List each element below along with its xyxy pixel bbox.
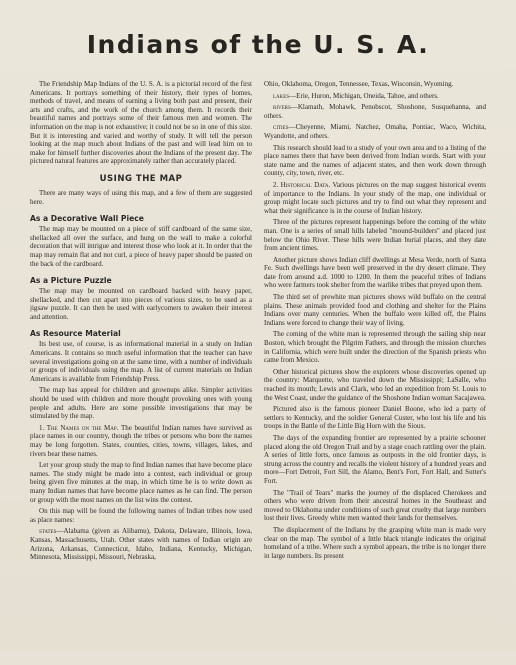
- cities-paragraph: [264, 123, 486, 140]
- buffalo-paragraph: The third set of prewhite man pictures shows wild buffalo on the central plains. These animals provided food and clothing and shelter for the Plains Indians over many centuries. When the buffalo were killed off, the Plains Indians were forced to change their way of living.: [264, 293, 486, 327]
- resource-heading: As Resource Material: [30, 329, 121, 339]
- puzzle-heading: As a Picture Puzzle: [30, 276, 112, 286]
- historical-text: Various pictures on the map suggest historical events of importance to the Indians. In your study of the map, one individual or group might locate such pictures and try to find out what they represent and what their significance is in the course of Indian history.: [264, 180, 486, 215]
- using-paragraph: There are many ways of using this map, and a few of them are suggested here.: [30, 188, 252, 206]
- names-paragraph: [30, 424, 252, 458]
- mound-paragraph: Three of the pictures represent happenings before the coming of the white man. One is a series of small hills labeled "mound-builders" and placed just below the Ohio River. These hills were Indian burial places, and they date from ancient times.: [264, 218, 486, 253]
- names-paragraph-2: Let your group study the map to find Indian names that have become place names. The study might be made into a contest, each individual or group being given five minutes at the map, in which time he is to write down as many Indian names that have become place names as he can find. The person or group with the most names on the list wins the contest.: [30, 461, 252, 504]
- rivers-lead: rivers: [273, 103, 291, 112]
- using-heading: USING THE MAP: [99, 173, 183, 184]
- names-lead: 1. The Names on the Map.: [39, 423, 119, 432]
- intro-paragraph: The Friendship Map Indians of the U. S. A. is a pictorial record of the first Americans. It portrays something of their history, their types of homes, methods of travel, and means of earning a living both past and present, their arts and crafts, and the work of the church among them. It records their beautiful names and portrays some of their famous men and women. The information on the map is not exhaustive; it could not be so in one of this size. But it is interesting and varied and worthy of study. It will tell the person looking at the map much about Indians of the past and will lead him on to make for himself further discoveries about the Indians of the present day. The pictured natural features are approximately rather than accurately placed.: [30, 80, 252, 166]
- lakes-text: —Erie, Huron, Michigan, Oneida, Tahoe, and others.: [289, 91, 439, 100]
- rivers-paragraph: [264, 103, 486, 120]
- rivers-text: —Klamath, Mohawk, Penobscot, Shoshone, Susquehanna, and others.: [264, 103, 486, 120]
- frontier-paragraph: The days of the expanding frontier are represented by a prairie schooner placed along the old Oregon Trail and by a stage coach rattling over the plain. A series of little forts, once famous as outposts in the old frontier days, is strung across the country and recalls the violent history of a hundred years and more—Fort Detroit, Fort Sill, the Alamo, Bent's Fort, Fort Hall, and Sutter's Fort.: [264, 433, 486, 485]
- lakes-lead: lakes: [273, 91, 290, 100]
- lakes-paragraph: [264, 92, 486, 101]
- left-column: [30, 80, 252, 665]
- resource-paragraph: Its best use, of course, is as informational material in a study on Indian Americans. It contains so much useful information that the teacher can have several investigations going on at the same time, with a number of individuals or groups of individuals using the map. A list of current materials on Indian Americans is available from Friendship Press.: [30, 340, 252, 383]
- cities-text: —Cheyenne, Miami, Natchez, Omaha, Pontiac, Waco, Wichita, Wyandotte, and others.: [264, 123, 486, 140]
- displacement-paragraph: The displacement of the Indians by the grasping white man is made very clear on the map. The symbol of a little black triangle indicates the original homeland of a tribe. Where such a symbol appears, the tribe is no longer there in large numbers. Its present: [264, 525, 486, 560]
- puzzle-paragraph: The map may be mounted on cardboard backed with heavy paper, shellacked, and then cut apart into pieces of various sizes, to be used as a jigsaw puzzle. It can then be used with earlycomers to awaken their interest and attention.: [30, 287, 252, 321]
- boone-paragraph: Pictured also is the famous pioneer Daniel Boone, who led a party of settlers to Kentucky, and the soldier General Custer, who lost his life and his troops in the Battle of the Little Big Horn with the Sioux.: [264, 405, 486, 431]
- right-column: [264, 80, 486, 665]
- names-paragraph-3: On this map will be found the following names of Indian tribes now used as place names:: [30, 507, 252, 524]
- historical-paragraph: [264, 181, 486, 215]
- trail-paragraph: The "Trail of Tears" marks the journey of the displaced Cherokees and others who were driven from their ancestral homes in the Southeast and moved to Oklahoma under conditions of such great cruelty that large numbers lost their lives. Greedy white men wanted their lands for themselves.: [264, 488, 486, 523]
- cities-lead: cities: [273, 123, 289, 132]
- names-text: The beautiful Indian names have survived as place names in our country, though the tribes or persons who bore the names may be long forgotten. States, counties, cities, towns, villages, lakes, and rivers bear these names.: [30, 423, 252, 458]
- white-man-paragraph: The coming of the white man is represented through the sailing ship near Boston, which brought the Pilgrim Fathers, and through the mission churches in California, which were built under the direction of the Spanish priests who came from Mexico.: [264, 330, 486, 365]
- wall-paragraph: The map may be mounted on a piece of stiff cardboard of the same size, shellacked all over the surface, and hung on the wall to make a colorful decoration that will intrigue and interest those who look at it. In order that the map may remain flat and not curl, a piece of heavy paper should be pasted on the back of the cardboard.: [30, 225, 252, 268]
- research-paragraph: This research should lead to a study of your own area and to a listing of the place names there that have been derived from Indian words. Start with your state name and the names of adjacent states, and then work down through county, city, town, river, etc.: [264, 143, 486, 178]
- text-columns: [30, 80, 486, 665]
- cliff-paragraph: Another picture shows Indian cliff dwellings at Mesa Verde, north of Santa Fe. Such dwellings have been well preserved in the dry desert climate. They date from around a.d. 1000 to 1200. In them the peaceful tribes of Indians who were farmers took shelter from the warlike tribes that preyed upon them.: [264, 255, 486, 290]
- states-text: —Alabama (given as Alibamu), Dakota, Delaware, Illinois, Iowa, Kansas, Massachusetts, Utah. Other states with names of Indian origin are Arizona, Arkansas, Connecticut, Idaho, Indiana, Kentucky, Michigan, Minnesota, Mississippi, Missouri, Nebraska,: [30, 527, 252, 562]
- states-lead: states: [39, 527, 57, 536]
- page-title: Indians of the U. S. A.: [86, 30, 430, 59]
- states-continued: Ohio, Oklahoma, Oregon, Tennessee, Texas, Wisconsin, Wyoming.: [264, 80, 454, 88]
- explorers-paragraph: Other historical pictures show the explorers whose discoveries opened up the country: Marquette, who traveled down the Mississippi; LaSalle, who reached its mouth; Lewis and Clark, who led an expedition from St. Louis to the West Coast, under the guidance of the Shoshone Indian woman Sacajawea.: [264, 367, 486, 402]
- states-paragraph: [30, 527, 252, 561]
- resource-paragraph-2: The map has appeal for children and grownups alike. Simpler activities should be used with children and more thought provoking ones with young people and adults. Here are some possible investigations that may be stimulated by the map.: [30, 386, 252, 421]
- wall-heading: As a Decorative Wall Piece: [30, 214, 144, 224]
- historical-lead: 2. Historical Data.: [273, 180, 331, 189]
